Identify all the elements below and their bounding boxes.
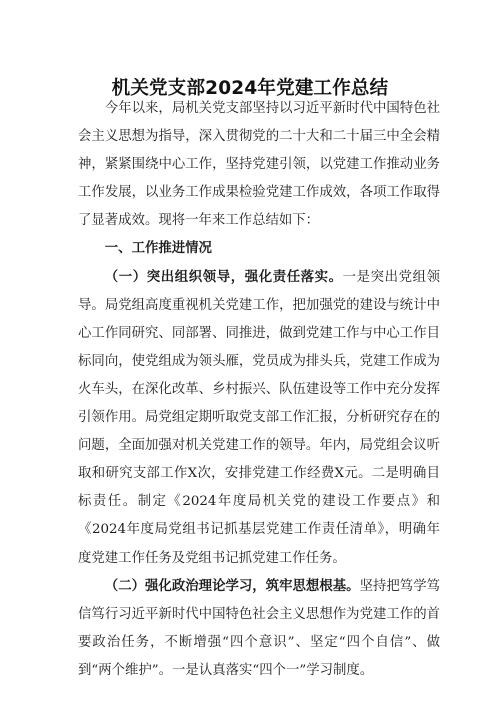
paragraph-2 [78,573,440,685]
paragraph-1-lead: （一）突出组织领导，强化责任落实。 [104,269,343,285]
paragraph-1-text: 一是突出党组领导。局党组高度重视机关党建工作，把加强党的建设与统计中心工作同研究、同部署、同推进，做到党建工作与中心工作目标同向，使党组成为领头雁，党员成为排头兵，党建工作成为火车头，在深化改革、乡村振兴、队伍建设等工作中充分发挥引领作用。局党组定期听取党支部工作汇报，分析研究存在的问题，全面加强对机关党建工作的领导。年内，局党组会议听取和研究支部工作X次，安排党建工作经费X元。二是明确目标责任。制定《2024年度局机关党的建设工作要点》和《2024年度局党组书记抓基层党建工作责任清单》，明确年度党建工作任务及党组书记抓党建工作任务。 [78,269,441,566]
paragraph-1 [78,264,440,573]
section-heading: 一、工作推进情况 [104,241,212,257]
intro-paragraph: 今年以来，局机关党支部坚持以习近平新时代中国特色社会主义思想为指导，深入贯彻党的二十大和二十届三中全会精神，紧紧围绕中心工作，坚持党建引领，以党建工作推动业务工作发展，以业务工作成果检验党建工作成效，各项工作取得了显著成效。现将一年来工作总结如下： [78,101,440,229]
document-body [78,95,440,685]
paragraph-2-text: 坚持把笃学笃信笃行习近平新时代中国特色社会主义思想作为党建工作的首要政治任务，不断增强“四个意识”、坚定“四个自信”、做到“两个维护”。一是认真落实“四个一”学习制度。 [78,578,441,678]
paragraph-2-lead: （二）强化政治理论学习，筑牢思想根基。 [104,578,360,594]
document-title: 机关党支部2024年党建工作总结 [111,78,389,99]
